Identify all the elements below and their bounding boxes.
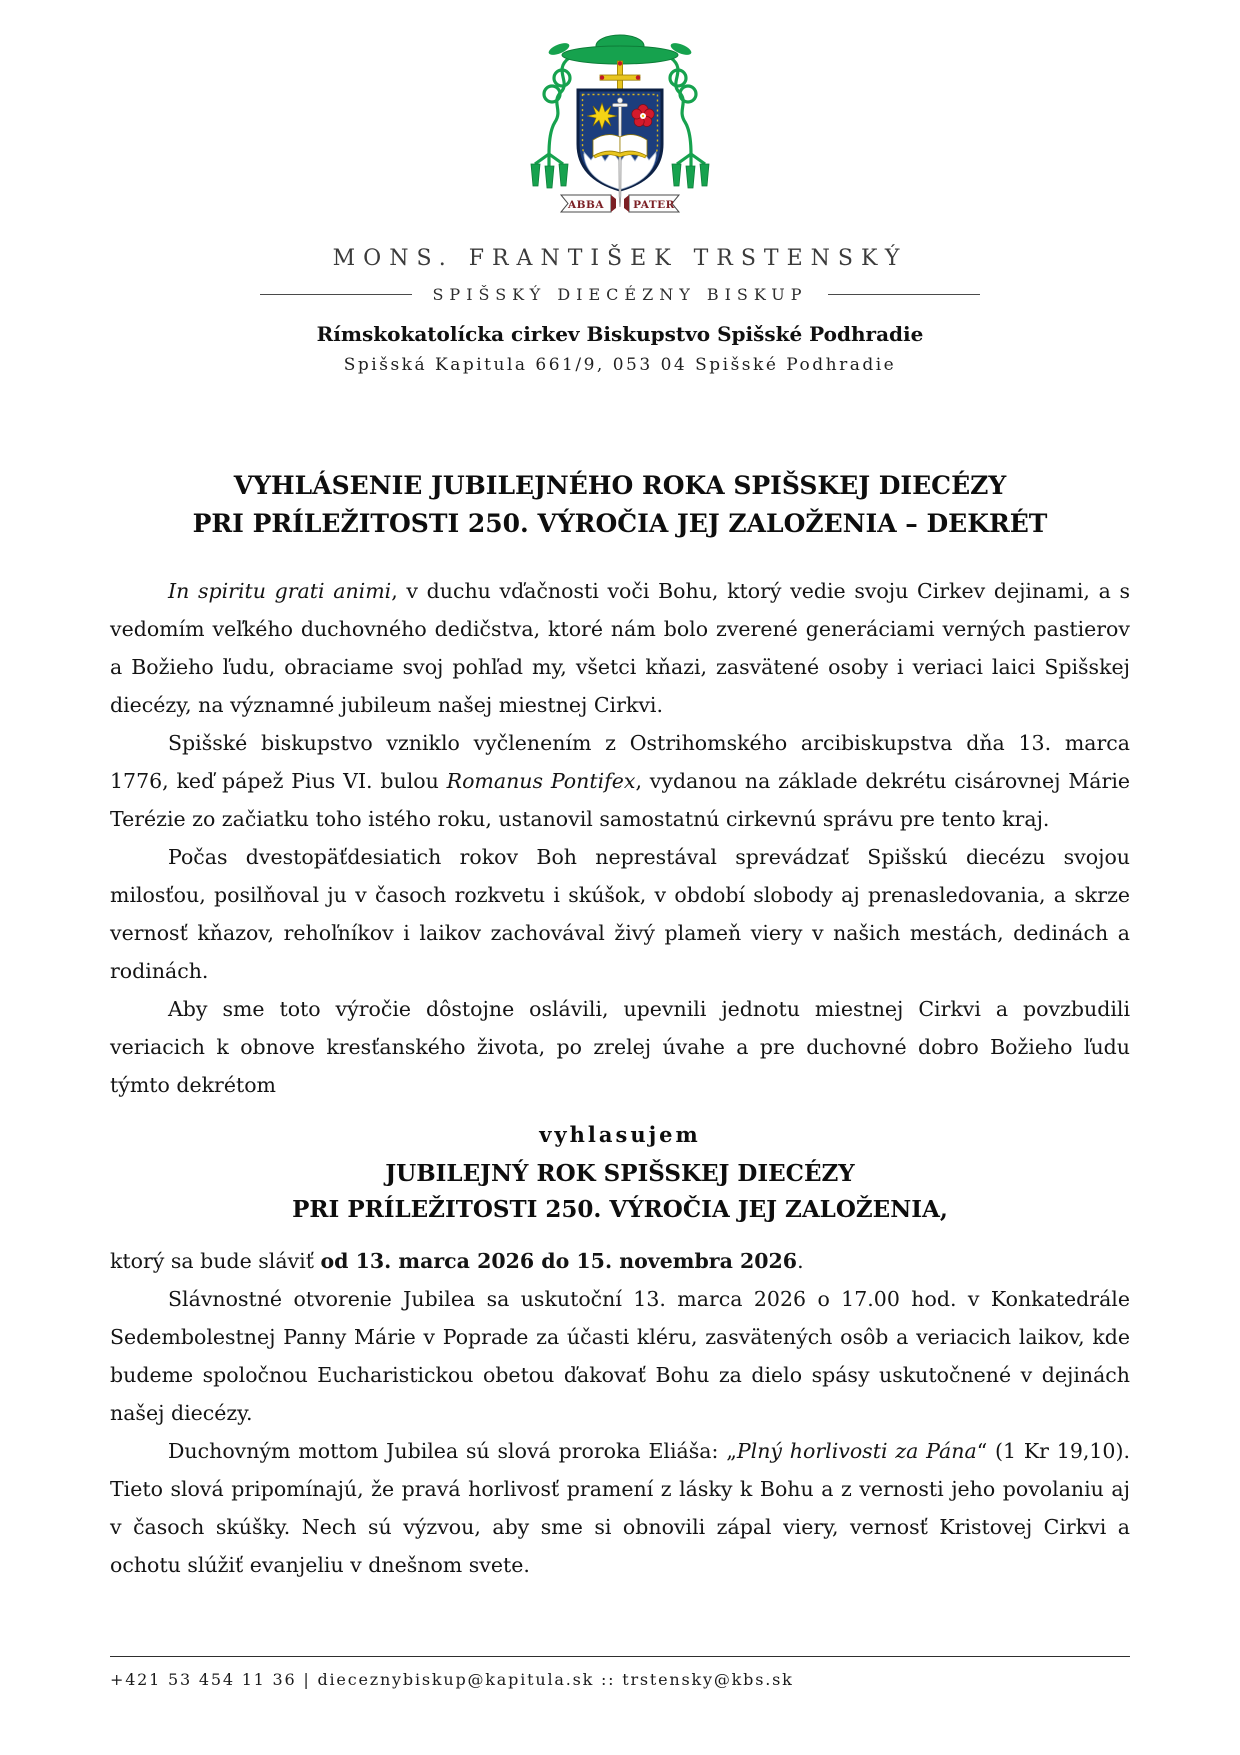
proclamation-title-line-1: JUBILEJNÝ ROK SPIŠSKEJ DIECÉZY [385, 1160, 855, 1187]
proclamation-block [110, 1122, 1130, 1228]
paragraph-text: ktorý sa bude sláviť [110, 1249, 321, 1273]
paragraph-250-years [110, 838, 1130, 990]
paragraph-purpose [110, 990, 1130, 1104]
paragraph-intro [110, 572, 1130, 724]
bishop-role-row [0, 285, 1240, 304]
bishop-name: MONS. FRANTIŠEK TRSTENSKÝ [332, 246, 908, 271]
contact-line: +421 53 454 11 36 | dieceznybiskup@kapitula.sk :: trstensky@kbs.sk [110, 1670, 794, 1689]
latin-phrase: In spiritu grati animi [168, 579, 392, 603]
page-footer [110, 1656, 1130, 1689]
document-title [110, 467, 1130, 542]
paragraph-text: Spišské biskupstvo vzniklo vyčlenením z Ostrihomského arcibiskupstva dňa 13. marca 1776, keď pápež Pius VI. bulou [110, 731, 1130, 793]
bull-name: Romanus Pontifex [446, 769, 636, 793]
paragraph-text: “ (1 Kr 19,10). Tieto slová pripomínajú, že pravá horlivosť pramení z lásky k Bohu a z vernosti jeho povolaniu aj v časoch skúšky. Nech sú výzvou, aby sme si obnovili zápal viery, vernosť Kristovej Cirkvi a ochotu slúžiť evanjeliu v dnešnom svete. [110, 1439, 1130, 1577]
paragraph-history [110, 724, 1130, 838]
galero-hat [547, 35, 693, 64]
paragraph-text: . [797, 1249, 804, 1273]
coat-of-arms-icon [504, 30, 736, 232]
role-divider-right [828, 294, 980, 295]
decree-content [0, 467, 1240, 1584]
paragraph-text: Aby sme toto výročie dôstojne oslávili, upevnili jednotu miestnej Cirkvi a povzbudili veriacich k obnove kresťanského života, po zrelej úvahe a pre duchovné dobro Božieho ľudu týmto dekrétom [110, 997, 1130, 1097]
paragraph-text: , vydanou na základe dekrétu cisárovnej Márie Terézie zo začiatku toho istého roku, ustanovil samostatnú cirkevnú správu pre tento kraj. [110, 769, 1131, 831]
proclamation-verb: vyhlasujem [539, 1122, 701, 1147]
role-divider-left [260, 294, 412, 295]
open-book [593, 135, 647, 158]
document-title-line-1: VYHLÁSENIE JUBILEJNÉHO ROKA SPIŠSKEJ DIECÉZY [233, 471, 1007, 500]
crest-motto-left: ABBA [567, 199, 605, 211]
shield [578, 90, 662, 207]
jubilee-date-range: od 13. marca 2026 do 15. novembra 2026 [320, 1249, 798, 1273]
crest-motto-right: PATER [633, 199, 675, 211]
jubilee-motto: Plný horlivosti za Pána [736, 1439, 977, 1463]
organization-name: Rímskokatolícka cirkev Biskupstvo Spišské Podhradie [316, 322, 924, 346]
paragraph-text: Slávnostné otvorenie Jubilea sa uskutoční 13. marca 2026 o 17.00 hod. v Konkatedrále Sedembolestnej Panny Márie v Poprade za účasti kléru, zasvätených osôb a veriacich laikov, kde budeme spoločnou Eucharistickou obetou ďakovať Bohu za dielo spásy uskutočnené v dejinách našej diecézy. [110, 1287, 1130, 1425]
paragraph-text: Duchovným mottom Jubilea sú slová proroka Eliáša: „ [168, 1439, 737, 1463]
organization-address: Spišská Kapitula 661/9, 053 04 Spišské Podhradie [343, 355, 897, 375]
letterhead [0, 0, 1240, 375]
proclamation-title-line-2: PRI PRÍLEŽITOSTI 250. VÝROČIA JEJ ZALOŽENIA, [292, 1196, 948, 1223]
document-title-line-2: PRI PRÍLEŽITOSTI 250. VÝROČIA JEJ ZALOŽENIA – DEKRÉT [192, 508, 1048, 538]
paragraph-text: Počas dvestopäťdesiatich rokov Boh neprestával sprevádzať Spišskú diecézu svojou milosťou, posilňoval ju v časoch rozkvetu i skúšok, v období slobody aj prenasledovania, a skrze vernosť kňazov, rehoľníkov i laikov zachovával živý plameň viery v našich mestách, dedinách a rodinách. [110, 845, 1130, 983]
paragraph-dates [110, 1242, 1130, 1280]
paragraph-opening [110, 1280, 1130, 1432]
bishop-role: SPIŠSKÝ DIECÉZNY BISKUP [432, 285, 808, 304]
paragraph-text: , v duchu vďačnosti voči Bohu, ktorý vedie svoju Cirkev dejinami, a s vedomím veľkého duchovného dedičstva, ktoré nám bolo zverené generáciami verných pastierov a Božieho ľudu, obraciame svoj pohľad my, všetci kňazi, zasvätené osoby i veriaci laici Spišskej diecézy, na významné jubileum našej miestnej Cirkvi. [110, 579, 1131, 717]
paragraph-motto [110, 1432, 1130, 1584]
